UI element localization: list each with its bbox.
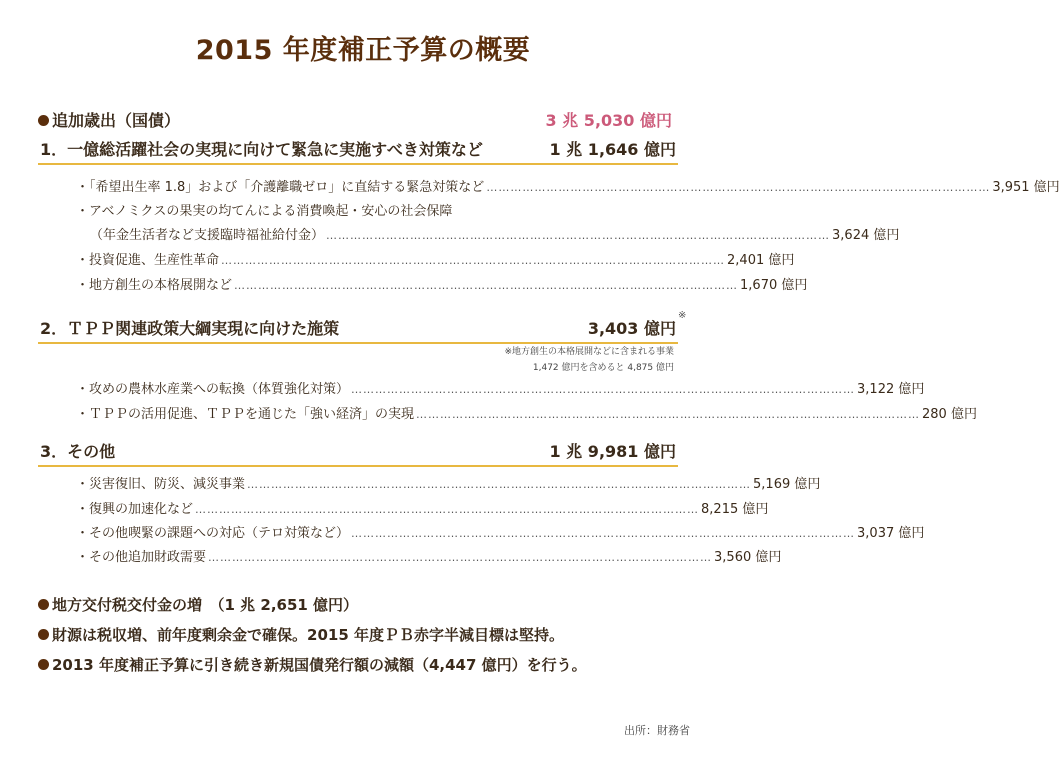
item-text: ・災害復旧、防災、減災事業 <box>76 477 246 492</box>
dot-leader: ……………………………………………………………………………………………………………… <box>208 551 713 564</box>
section-amount: 1 兆 1,646 億円 <box>549 140 676 159</box>
dot-leader: ……………………………………………………………………………………………………………… <box>351 527 856 540</box>
list-item <box>76 200 452 219</box>
section-heading: 2．ＴＰＰ関連政策大綱実現に向けた施策 <box>40 319 340 338</box>
bullet-dot-icon <box>38 629 49 640</box>
headline-row <box>38 108 672 134</box>
dot-leader: ……………………………………………………………………………………………………………… <box>247 478 752 491</box>
summary-point <box>38 654 587 675</box>
item-text: （年金生活者など支援臨時福祉給付金） <box>90 228 325 243</box>
item-text: ・投資促進、生産性革命 <box>76 253 220 268</box>
item-text: ・ＴＰＰの活用促進、ＴＰＰを通じた「強い経済」の実現 <box>76 407 415 422</box>
item-text: ・「希望出生率 1.8」および「介護離職ゼロ」に直結する緊急対策など <box>76 180 485 195</box>
summary-text: 財源は税収増、前年度剰余金で確保。2015 年度ＰＢ赤字半減目標は堅持。 <box>52 626 564 644</box>
bullet-dot-icon <box>38 115 49 126</box>
item-value: 3,560 億円 <box>714 550 782 565</box>
section-3-header <box>38 437 678 467</box>
summary-text: 地方交付税交付金の増 （1 兆 2,651 億円） <box>52 596 359 614</box>
dot-leader: ……………………………………………………………………………………………………………… <box>326 229 831 242</box>
item-value: 5,169 億円 <box>753 477 821 492</box>
bullet-dot-icon <box>38 599 49 610</box>
section-2-header <box>38 314 678 344</box>
item-text: ・その他喫緊の課題への対応（テロ対策など） <box>76 526 350 541</box>
item-value: 280 億円 <box>922 407 977 422</box>
list-item <box>76 546 782 568</box>
section-note: ※地方創生の本格展開などに含まれる事業 <box>504 347 674 357</box>
bullet-dot-icon <box>38 659 49 670</box>
section-amount: 1 兆 9,981 億円 <box>549 442 676 461</box>
item-value: 3,037 億円 <box>857 526 925 541</box>
headline-amount: 3 兆 5,030 億円 <box>545 111 672 130</box>
section-amount: 3,403 億円 <box>587 319 676 338</box>
dot-leader: ……………………………………………………………………………………………………………… <box>234 279 739 292</box>
dot-leader: ……………………………………………………………………………………………………………… <box>195 503 700 516</box>
item-text: ・攻めの農林水産業への転換（体質強化対策） <box>76 382 350 397</box>
dot-leader: ……………………………………………………………………………………………………………… <box>351 383 856 396</box>
list-item <box>76 274 808 296</box>
list-item <box>76 176 1060 198</box>
list-item <box>76 249 795 271</box>
summary-point <box>38 594 358 615</box>
item-value: 3,951 億円 <box>992 180 1060 195</box>
dot-leader: ……………………………………………………………………………………………………………… <box>486 181 991 194</box>
item-text: ・アベノミクスの果実の均てんによる消費喚起・安心の社会保障 <box>76 204 453 219</box>
item-value: 2,401 億円 <box>727 253 795 268</box>
section-heading: 1．一億総活躍社会の実現に向けて緊急に実施すべき対策など <box>40 140 483 159</box>
dot-leader: ……………………………………………………………………………………………………………… <box>416 408 921 421</box>
item-value: 3,624 億円 <box>832 228 900 243</box>
section-note: 1,472 億円を含めると 4,875 億円 <box>532 363 674 373</box>
item-value: 1,670 億円 <box>740 278 808 293</box>
list-item <box>76 403 977 425</box>
section-heading: 3．その他 <box>40 442 116 461</box>
item-value: 8,215 億円 <box>701 502 769 517</box>
list-item <box>76 473 821 495</box>
summary-text: 2013 年度補正予算に引き続き新規国債発行額の減額（4,447 億円）を行う。 <box>52 656 587 674</box>
note-mark: ※ <box>678 310 687 321</box>
item-text: ・その他追加財政需要 <box>76 550 207 565</box>
list-item <box>76 522 925 544</box>
item-text: ・地方創生の本格展開など <box>76 278 233 293</box>
list-item <box>76 378 925 400</box>
headline-label: 追加歳出（国債） <box>52 111 181 130</box>
source-credit: 出所：財務省 <box>624 724 690 737</box>
item-text: ・復興の加速化など <box>76 502 194 517</box>
section-1-header <box>38 135 678 165</box>
list-item <box>90 224 900 246</box>
item-value: 3,122 億円 <box>857 382 925 397</box>
list-item <box>76 498 769 520</box>
page-title: 2015 年度補正予算の概要 <box>195 35 531 66</box>
summary-point <box>38 624 564 645</box>
dot-leader: ……………………………………………………………………………………………………………… <box>221 254 726 267</box>
